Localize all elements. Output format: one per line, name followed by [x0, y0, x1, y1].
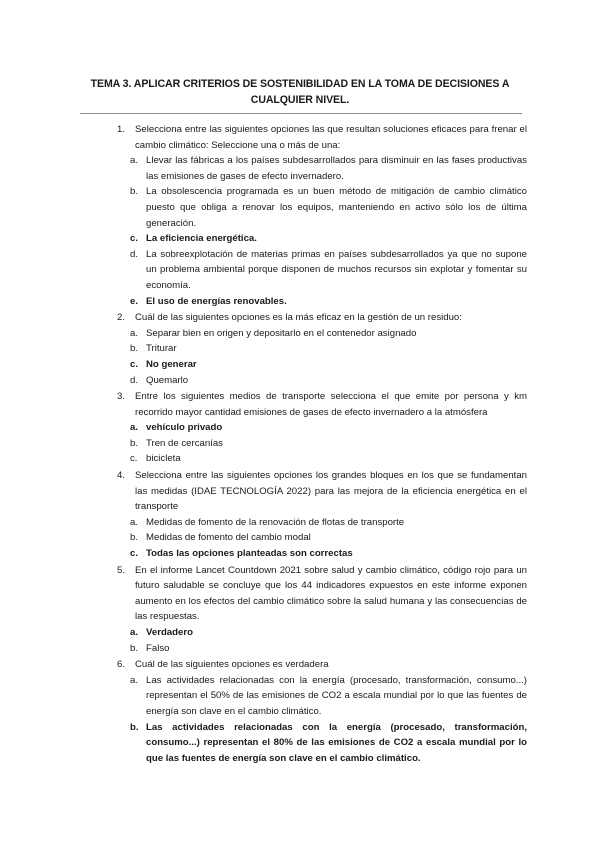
option-letter: d.: [130, 374, 139, 386]
answer-option: [0, 153, 600, 184]
option-text: El uso de energías renovables.: [146, 295, 287, 307]
question-text: Entre los siguientes medios de transporte selecciona el que emite por persona y km recorrido mayor cantidad emisiones de gases de efecto invernadero a la atmósfera: [135, 391, 527, 418]
question-text: Cuál de las siguientes opciones es la más eficaz en la gestión de un residuo:: [135, 312, 462, 324]
title-line-1: TEMA 3. APLICAR CRITERIOS DE SOSTENIBILIDAD EN LA TOMA DE DECISIONES A: [90, 78, 510, 90]
option-letter: a.: [130, 422, 139, 434]
option-list: [0, 515, 600, 562]
option-letter: c.: [130, 358, 139, 370]
option-letter: d.: [130, 248, 139, 260]
answer-option: [0, 530, 600, 546]
option-text: Las actividades relacionadas con la energía (procesado, transformación, consumo...) representan el 80% de las emisiones de CO2 a escala mundial por lo que las fuentes de energía son clave en el cambio climático.: [146, 721, 527, 764]
option-letter: e.: [130, 295, 139, 307]
option-text: Tren de cercanías: [146, 437, 223, 449]
answer-option: [0, 373, 600, 389]
answer-option-selected: [0, 720, 600, 767]
answer-option-selected: [0, 625, 600, 641]
option-text: vehículo privado: [146, 422, 223, 434]
question-item: [0, 563, 600, 657]
answer-option-selected: [0, 294, 600, 310]
option-text: La sobreexplotación de materias primas en países subdesarrollados ya que no supone un problema ambiental porque disponen de muchos recursos sin explotar y fomentar su economía.: [146, 248, 527, 291]
answer-option: [0, 341, 600, 357]
answer-option: [0, 641, 600, 657]
question-number: 6.: [117, 659, 126, 671]
option-letter: c.: [130, 233, 139, 245]
option-list: [0, 153, 600, 309]
answer-option-selected: [0, 546, 600, 562]
question-number: 4.: [117, 470, 126, 482]
option-text: Llevar las fábricas a los países subdesarrollados para disminuir en las fases productivas las emisiones de gases de efecto invernadero.: [146, 155, 527, 182]
question-list: [0, 122, 600, 767]
option-list: [0, 420, 600, 467]
question-item: [0, 122, 600, 309]
option-text: Quemarlo: [146, 374, 189, 386]
answer-option: [0, 451, 600, 467]
option-letter: c.: [130, 548, 139, 560]
answer-option: [0, 326, 600, 342]
question-number: 2.: [117, 312, 126, 324]
title-line-2: CUALQUIER NIVEL.: [250, 94, 350, 106]
option-letter: a.: [130, 627, 139, 638]
option-list: [0, 673, 600, 767]
question-text: Cuál de las siguientes opciones es verdadera: [135, 659, 329, 671]
option-list: [0, 326, 600, 388]
question-item: [0, 389, 600, 467]
answer-option-selected: [0, 357, 600, 373]
answer-option-selected: [0, 231, 600, 247]
answer-option-selected: [0, 420, 600, 436]
question-number: 3.: [117, 391, 126, 403]
option-letter: a.: [130, 674, 139, 686]
option-text: Falso: [146, 642, 170, 654]
option-letter: a.: [130, 155, 139, 167]
question-item: [0, 310, 600, 388]
option-letter: a.: [130, 327, 139, 339]
question-item: [0, 657, 600, 766]
question-text: Selecciona entre las siguientes opciones las que resultan soluciones eficaces para frenar el cambio climático: Seleccione una o más de una:: [135, 124, 527, 151]
option-letter: a.: [130, 516, 139, 528]
option-letter: b.: [130, 186, 139, 198]
question-text: En el informe Lancet Countdown 2021 sobre salud y cambio climático, código rojo para un futuro saludable se concluye que los 44 indicadores expuestos en este informe exponen aumento en los efectos del cambio climático sobre la salud humana y las consecuencias de las respuestas.: [135, 564, 527, 623]
answer-option: [0, 247, 600, 294]
option-letter: b.: [130, 437, 139, 449]
document-title: [80, 76, 520, 108]
option-text: Medidas de fomento de la renovación de flotas de transporte: [146, 516, 405, 528]
option-letter: b.: [130, 721, 139, 733]
option-text: Medidas de fomento del cambio modal: [146, 532, 311, 544]
option-text: No generar: [146, 358, 197, 370]
answer-option: [0, 515, 600, 531]
option-letter: b.: [130, 343, 139, 355]
question-number: 5.: [117, 564, 126, 576]
option-letter: c.: [130, 453, 138, 465]
option-text: bicicleta: [146, 453, 181, 465]
option-text: La eficiencia energética.: [146, 233, 257, 245]
option-text: Separar bien en origen y depositarlo en el contenedor asignado: [146, 327, 417, 339]
question-item: [0, 468, 600, 562]
title-divider: [80, 113, 522, 114]
answer-option: [0, 673, 600, 720]
question-number: 1.: [117, 124, 126, 135]
option-text: La obsolescencia programada es un buen método de mitigación de cambio climático puesto que obliga a renovar los equipos, manteniendo en activo sólo los de última generación.: [146, 186, 527, 229]
option-letter: b.: [130, 642, 139, 654]
option-text: Verdadero: [146, 627, 193, 638]
option-list: [0, 625, 600, 656]
option-text: Triturar: [146, 343, 177, 355]
question-text: Selecciona entre las siguientes opciones los grandes bloques en los que se fundamentan las medidas (IDAE TECNOLOGÍA 2022) para las mejora de la eficiencia energética en el transporte: [135, 470, 527, 513]
option-letter: b.: [130, 532, 139, 544]
option-text: Las actividades relacionadas con la energía (procesado, transformación, consumo...) representan el 50% de las emisiones de CO2 a escala mundial por lo que las fuentes de energía son clave en el cambio climático.: [146, 674, 527, 717]
option-text: Todas las opciones planteadas son correctas: [146, 548, 353, 560]
answer-option: [0, 436, 600, 452]
answer-option: [0, 184, 600, 231]
